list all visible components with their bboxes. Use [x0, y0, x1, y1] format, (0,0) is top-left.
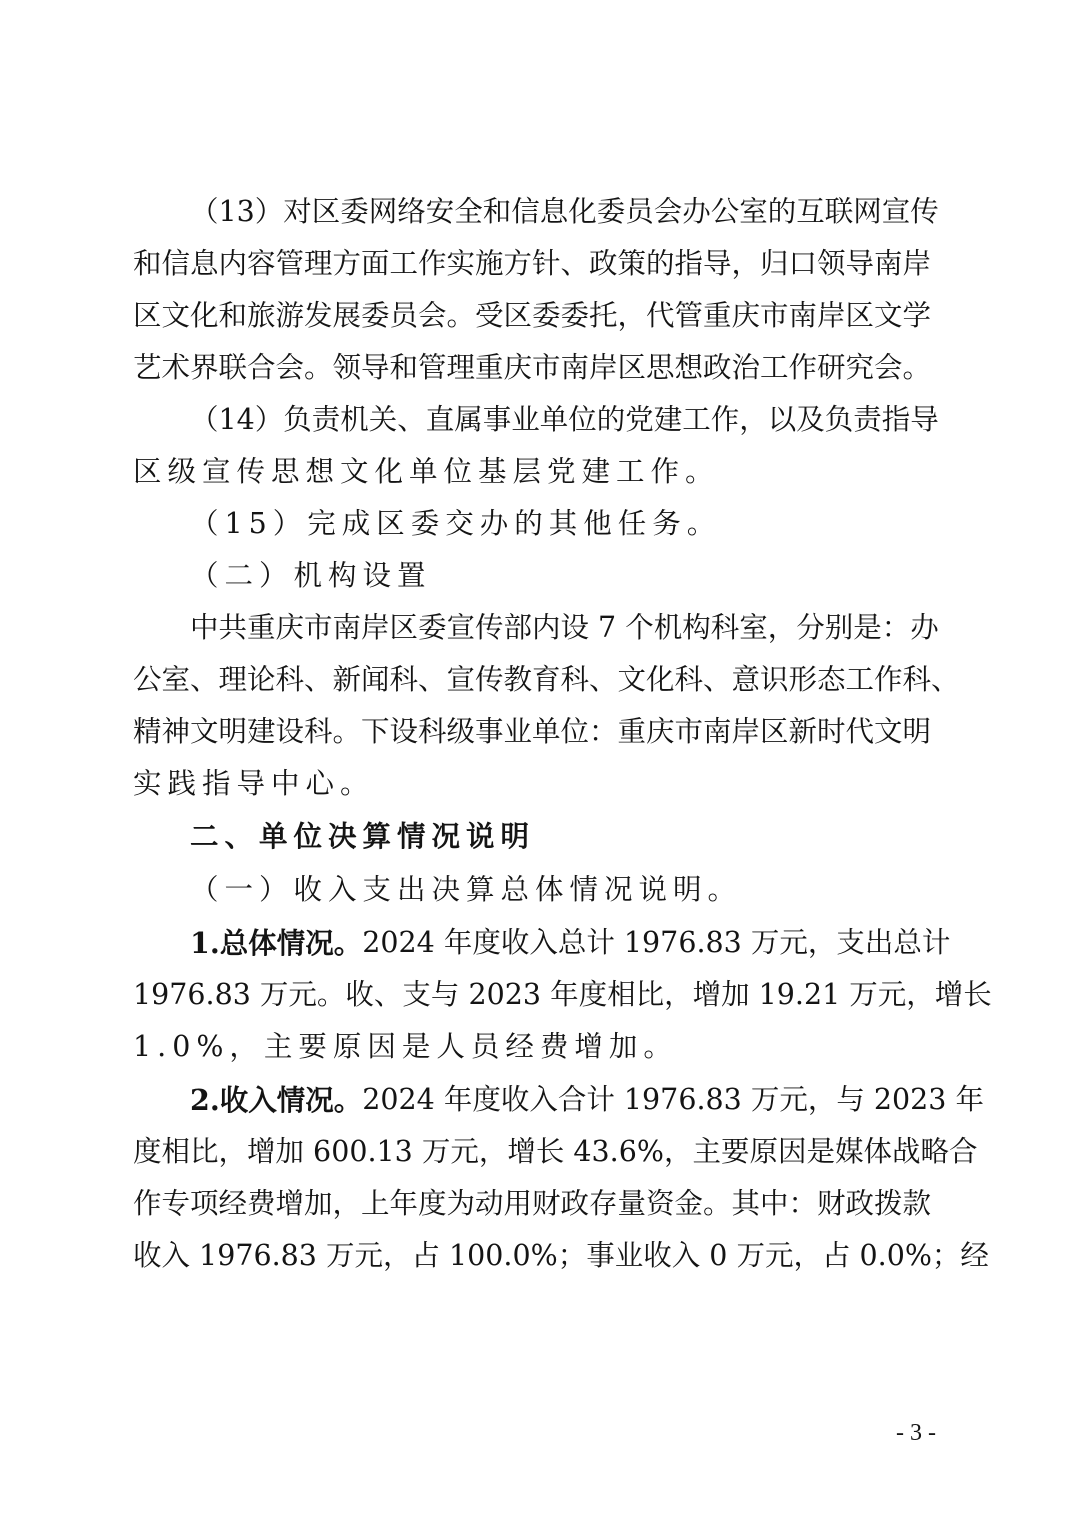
overall-situation-label: 1.总体情况。 — [190, 926, 363, 960]
institution-line-4: 实践指导中心。 — [133, 767, 375, 800]
paragraph-14-line-1: （14）负责机关、直属事业单位的党建工作，以及负责指导 — [190, 403, 939, 436]
income-line-1 — [190, 1080, 984, 1120]
institution-line-1: 中共重庆市南岸区委宣传部内设 7 个机构科室，分别是：办 — [190, 611, 939, 644]
paragraph-13-line-1: （13）对区委网络安全和信息化委员会办公室的互联网宣传 — [190, 195, 939, 228]
page-number: - 3 - — [896, 1420, 936, 1446]
overall-line-1 — [190, 923, 951, 963]
paragraph-13-line-3: 区文化和旅游发展委员会。受区委委托，代管重庆市南岸区文学 — [133, 299, 932, 332]
paragraph-13-line-2: 和信息内容管理方面工作实施方针、政策的指导，归口领导南岸 — [133, 247, 932, 280]
subsection-income-expense-overview: （一）收入支出决算总体情况说明。 — [190, 873, 743, 906]
income-line-2: 度相比，增加 600.13 万元，增长 43.6%，主要原因是媒体战略合 — [133, 1135, 978, 1168]
paragraph-14-line-2: 区级宣传思想文化单位基层党建工作。 — [133, 455, 720, 488]
income-line-4: 收入 1976.83 万元，占 100.0%；事业收入 0 万元，占 0.0%；经 — [133, 1239, 989, 1272]
paragraph-13-line-4: 艺术界联合会。领导和管理重庆市南岸区思想政治工作研究会。 — [133, 351, 932, 384]
paragraph-15: （15）完成区委交办的其他任务。 — [190, 507, 722, 540]
institution-line-2: 公室、理论科、新闻科、宣传教育科、文化科、意识形态工作科、 — [133, 663, 960, 696]
income-situation-label: 2.收入情况。 — [190, 1083, 363, 1117]
overall-line-3: 1.0%，主要原因是人员经费增加。 — [133, 1030, 678, 1063]
section-institution-setup: （二）机构设置 — [190, 559, 432, 592]
income-line-1-text: 2024 年度收入合计 1976.83 万元，与 2023 年 — [362, 1083, 984, 1116]
institution-line-3: 精神文明建设科。下设科级事业单位：重庆市南岸区新时代文明 — [133, 715, 932, 748]
overall-line-2: 1976.83 万元。收、支与 2023 年度相比，增加 19.21 万元，增长 — [133, 978, 992, 1011]
income-line-3: 作专项经费增加，上年度为动用财政存量资金。其中：财政拨款 — [133, 1187, 932, 1220]
overall-line-1-text: 2024 年度收入总计 1976.83 万元，支出总计 — [362, 926, 951, 959]
section-heading-final-accounts: 二、单位决算情况说明 — [190, 820, 536, 853]
